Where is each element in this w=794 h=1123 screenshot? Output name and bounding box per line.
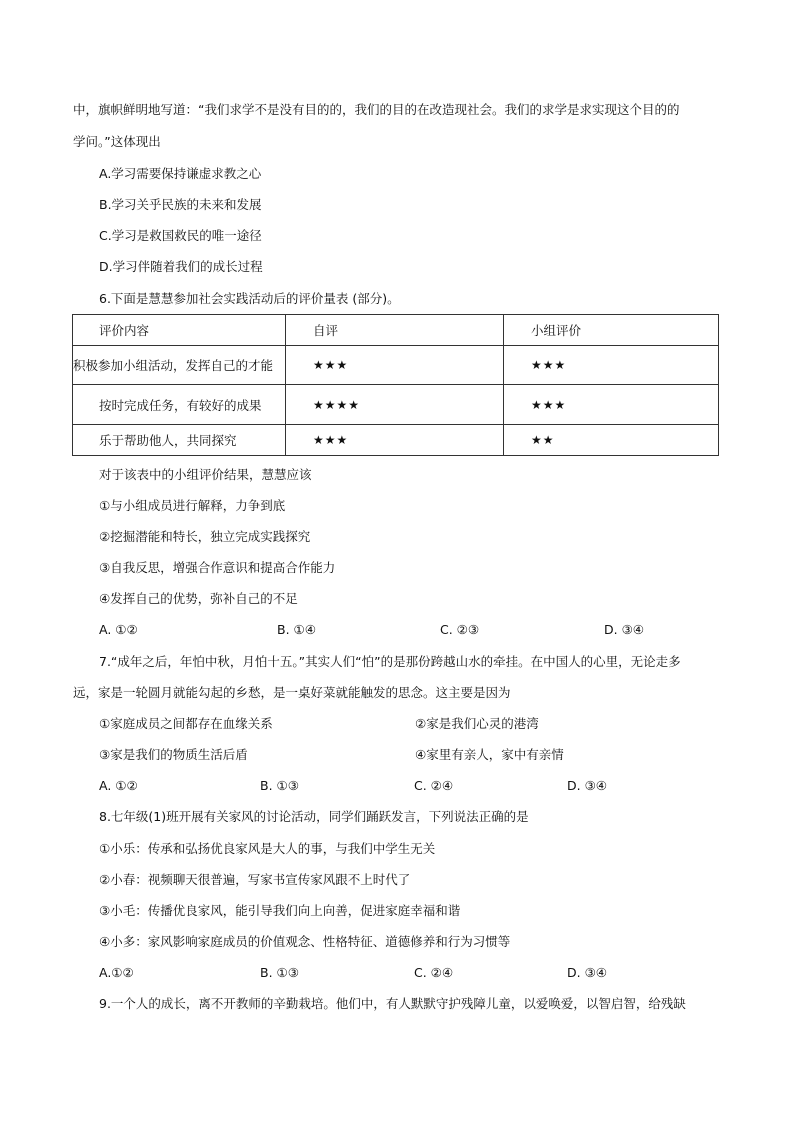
q7-item-4: ④家里有亲人，家中有亲情 [415,747,564,762]
table-header-cell: 自评 [313,323,339,338]
q7-choice-b: B. ①③ [260,778,299,793]
evaluation-table [72,314,719,456]
table-cell: 积极参加小组活动，发挥自己的才能 [73,358,274,373]
table-cell: 按时完成任务，有较好的成果 [99,397,262,413]
star-rating: ★★ [531,433,555,447]
table-cell: 乐于帮助他人，共同探究 [99,433,237,448]
q5-option-b: B.学习关乎民族的未来和发展 [99,197,262,212]
q6-choice-a: A. ①② [99,622,138,637]
q6-choice-b: B. ①④ [277,622,316,637]
star-rating: ★★★ [313,358,349,372]
q6-item-1: ①与小组成员进行解释，力争到底 [99,498,286,513]
q8-item-4: ④小多：家风影响家庭成员的价值观念、性格特征、道德修养和行为习惯等 [99,934,511,949]
q7-item-3: ③家是我们的物质生活后盾 [99,747,248,762]
q6-stem: 6.下面是慧慧参加社会实践活动后的评价量表 (部分)。 [99,291,400,306]
q8-item-1: ①小乐：传承和弘扬优良家风是大人的事，与我们中学生无关 [99,841,436,856]
table-header-row [73,315,719,346]
q8-item-2: ②小春：视频聊天很普遍，写家书宣传家风跟不上时代了 [99,872,411,887]
table-row [73,346,719,385]
q5-stem-line2: 学问。”这体现出 [73,134,161,149]
table-row [73,385,719,425]
q6-item-4: ④发挥自己的优势，弥补自己的不足 [99,591,298,606]
q8-choice-b: B. ①③ [260,965,299,980]
q5-option-a: A.学习需要保持谦虚求教之心 [99,166,262,181]
q8-choice-d: D. ③④ [567,965,607,980]
q7-item-2: ②家是我们心灵的港湾 [415,716,539,731]
q7-stem-line2: 远，家是一轮圆月就能勾起的乡愁，是一桌好菜就能触发的思念。这主要是因为 [73,685,511,700]
q6-question: 对于该表中的小组评价结果，慧慧应该 [99,467,312,482]
q9-stem-line1: 9.一个人的成长，离不开教师的辛勤栽培。他们中，有人默默守护残障儿童，以爱唤爱，以智启智，给残缺 [99,996,686,1011]
q6-item-2: ②挖掘潜能和特长，独立完成实践探究 [99,529,311,544]
q6-choice-c: C. ②③ [440,622,480,637]
star-rating: ★★★★ [313,397,361,412]
table-row [73,425,719,456]
q8-item-3: ③小毛：传播优良家风，能引导我们向上向善，促进家庭幸福和谐 [99,903,461,918]
q7-choice-c: C. ②④ [414,778,454,793]
q7-choice-a: A. ①② [99,778,138,793]
q5-option-d: D.学习伴随着我们的成长过程 [99,259,263,274]
q7-stem-line1: 7.“成年之后，年怕中秋，月怕十五。”其实人们“怕”的是那份跨越山水的牵挂。在中国人的心里，无论走多 [99,654,681,669]
q6-item-3: ③自我反思，增强合作意识和提高合作能力 [99,560,336,575]
q8-choice-c: C. ②④ [414,965,454,980]
q5-stem-line1: 中，旗帜鲜明地写道：“我们求学不是没有目的的，我们的目的在改造现社会。我们的求学是求实现这个目的的 [73,102,680,117]
star-rating: ★★★ [531,358,567,372]
q7-choice-d: D. ③④ [567,778,607,793]
star-rating: ★★★ [313,433,349,447]
q5-option-c: C.学习是救国救民的唯一途径 [99,228,262,243]
q8-choice-a: A.①② [99,965,134,980]
table-header-cell: 小组评价 [531,323,582,338]
q6-choice-d: D. ③④ [604,622,644,637]
q7-item-1: ①家庭成员之间都存在血缘关系 [99,716,273,731]
q8-stem: 8.七年级(1)班开展有关家风的讨论活动，同学们踊跃发言，下列说法正确的是 [99,809,529,824]
star-rating: ★★★ [531,397,567,412]
table-header-cell: 评价内容 [99,323,150,338]
